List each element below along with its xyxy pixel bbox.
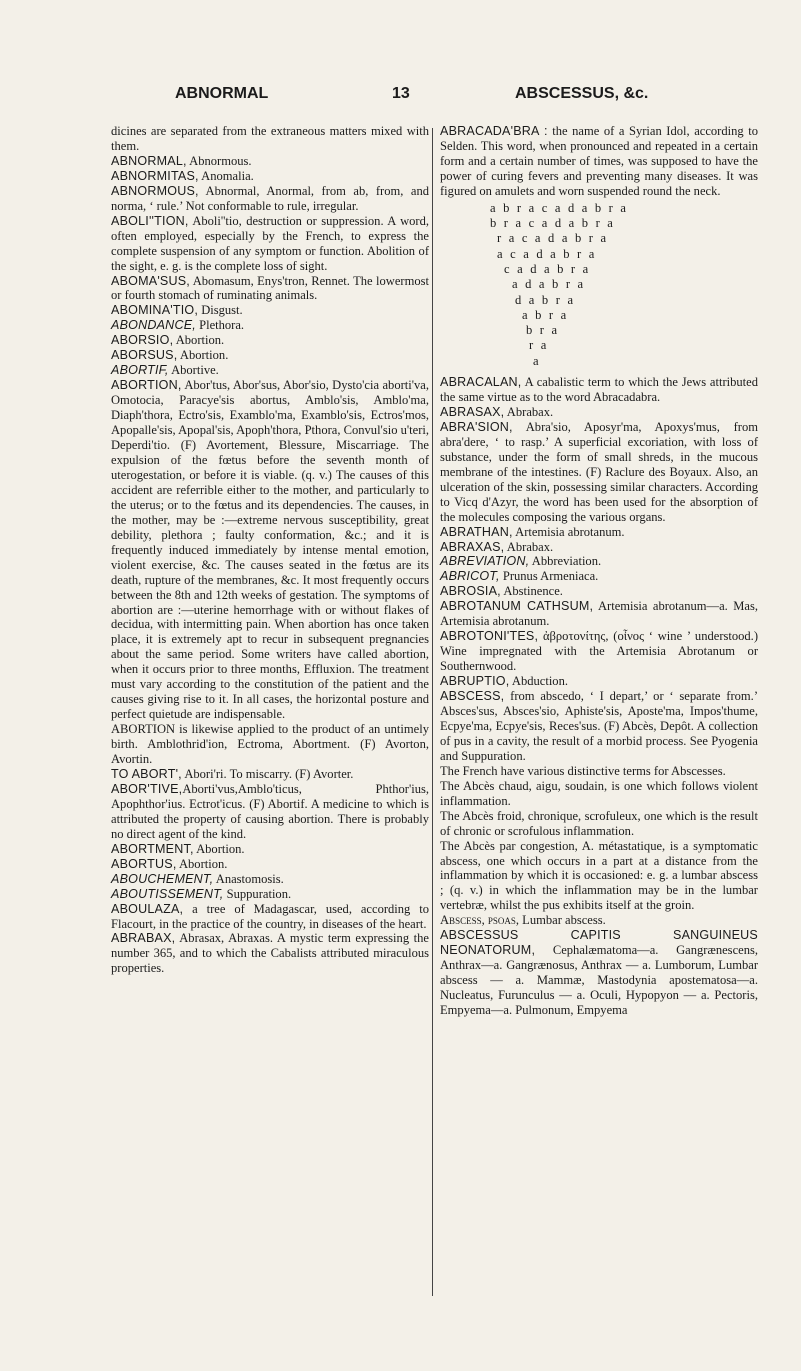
entry: ABORTION is likewise applied to the product of an untimely birth. Amblothrid'ion, Ectroma, Abortment. (F) Avorton, Avortin. — [111, 722, 429, 767]
entry: ABNORMAL, Abnormous. — [111, 153, 252, 168]
abracadabra-line: a d a b r a — [512, 277, 586, 292]
entry: TO ABORT', Abori'ri. To miscarry. (F) Avorter. — [111, 766, 354, 781]
entry: ABROTONI'TES, ἀβροτονίτης, (οἶνος ‘ wine ’ understood.) Wine impregnated with the Artemisia Abrotanum or Southernwood. — [440, 629, 758, 674]
running-header — [0, 85, 801, 111]
abracadabra-line: b r a — [526, 323, 560, 338]
right-column — [440, 124, 758, 1018]
entry: ABOR'TIVE,Aborti'vus,Amblo'ticus, Phthor'ius, Apophthor'ius. Ectrot'icus. (F) Abortif. A medicine to which is attributed the property of causing abortion. There is probably no direct agent of the kind. — [111, 781, 429, 841]
entry: ABOMINA'TIO, Disgust. — [111, 303, 243, 318]
entry: ABRA'SION, Abra'sio, Aposyr'ma, Apoxys'mus, from abra'dere, ‘ to rasp.’ A superficial excoriation, with loss of substance, under the form of small shreds, in the mucous membrane of the intestines. (F) Raclure des Boyaux. Also, an ulceration of the skin, possessing similar characters. According to Vicq d'Azyr, the word has been used for the absorption of the molecules composing the various organs. — [440, 419, 758, 524]
entry: ABNORMOUS, Abnormal, Anormal, from ab, from, and norma, ‘ rule.’ Not conformable to rule, irregular. — [111, 183, 429, 213]
entry: ABORTUS, Abortion. — [111, 856, 228, 871]
entry: ABOUTISSEMENT, Suppuration. — [111, 886, 292, 901]
abracadabra-line: d a b r a — [515, 292, 576, 307]
header-left-word: ABNORMAL — [175, 85, 269, 102]
entry: ABORTION, Abor'tus, Abor'sus, Abor'sio, Dysto'cia aborti'va, Omotocia, Paracye'sis abortus, Amblo'sis, Amblo'ma, Diaph'thora, Ectro'sis, Examblo'ma, Examblo'sis, Ectros'mos, Apopalle'sis, Apopal'sis, Apoph'thora, Pthora, Convul'sio u'teri, Deperdi'tio. (F) Avortement, Blessure, Miscarriage. The expulsion of the fœtus before the seventh month of uterogestation, or before it is viable. (q. v.) The causes of this accident are referrible either to the mother, and particularly to the uterus; or to the fœtus and its dependencies. The causes, in the mother, may be :—extreme nervous susceptibility, great debility, plethora ; faulty conformation, &c.; and it is frequently induced immediately by intense mental emotion, violent exercise, &c. The causes seated in the fœtus are its death, rupture of the membranes, &c. It most frequently occurs between the 8th and 12th weeks of gestation. The symptoms of abortion are :—uterine hemorrhage with or without flakes of decidua, with intermitting pain. When abortion has once taken place, it is extremely apt to recur in subsequent pregnancies about the same period. Some writers have called abortion, when it occurs prior to three months, Effluxion. The treatment must vary according to the constitution of the patient and the causes giving rise to it. In all cases, the horizontal posture and perfect quietude are indispensable. — [111, 378, 429, 722]
entry: ABRABAX, Abrasax, Abraxas. A mystic term expressing the number 365, and to which the Cabalists attributed miraculous properties. — [111, 931, 429, 976]
abracadabra-line: r a — [529, 338, 549, 353]
abracadabra-line: c a d a b r a — [504, 261, 591, 276]
entry: ABSCESS, from abscedo, ‘ I depart,’ or ‘ separate from.’ Absces'sus, Absces'sio, Aphiste'sis, Aposte'ma, Impos'thume, Ecpye'ma, Ecpye'sis, Reces'sus. (F) Abcès, Depôt. A collection of pus in a cavity, the result of a morbid process. See Pyogenia and Suppuration. — [440, 689, 758, 763]
abracadabra-line: a b r a c a d a b r a — [490, 200, 629, 215]
entry: ABRUPTIO, Abduction. — [440, 674, 568, 689]
entry: ABORSIO, Abortion. — [111, 333, 225, 348]
entry: ABORTMENT, Abortion. — [111, 841, 245, 856]
header-right-word: ABSCESSUS, &c. — [515, 85, 649, 102]
entry: ABROSIA, Abstinence. — [440, 584, 563, 599]
entry: The Abcès par congestion, A. métastatique, is a symptomatic abscess, one which occurs in a part at a distance from the inflammation by which it is occasioned: e. g. a lumbar abscess ; (q. v.) in which the inflammation may be in the lumbar vertebræ, whilst the pus exhibits itself at the groin. — [440, 838, 758, 913]
abracadabra-line: r a c a d a b r a — [497, 231, 609, 246]
entry: ABOUCHEMENT, Anastomosis. — [111, 871, 284, 886]
entry: dicines are separated from the extraneous matters mixed with them. — [111, 124, 429, 153]
entry: ABRATHAN, Artemisia abrotanum. — [440, 524, 625, 539]
entry: ABOMA'SUS, Abomasum, Enys'tron, Rennet. The lowermost or fourth stomach of ruminating animals. — [111, 273, 429, 303]
entry: ABSCESSUS CAPITIS SANGUINEUS NEONATORUM, Cephalæmatoma—a. Gangrænescens, Anthrax—a. Gangrænosus, Anthrax — a. Lumborum, Lumbar abscess — a. Mammæ, Mastodynia apostematosa—a. Nucleatus, Furunculus — a. Oculi, Hypopyon — a. Pectoris, Empyema—a. Pulmonum, Empyema — [440, 928, 758, 1018]
entry: ABOULAZA, a tree of Madagascar, used, according to Flacourt, in the practice of the country, in diseases of the heart. — [111, 901, 429, 931]
abracadabra-triangle — [440, 201, 758, 369]
entry: ABRICOT, Prunus Armeniaca. — [440, 569, 599, 584]
entry: ABRACADA'BRA : the name of a Syrian Idol, according to Selden. This word, when pronounced and repeated in a certain form and a certain number of times, was supposed to have the power of curing fevers and preventing many diseases. It was figured on amulets and worn suspended round the neck. — [440, 124, 758, 198]
abracadabra-line: a b r a — [522, 307, 569, 322]
entry: ABORSUS, Abortion. — [111, 348, 229, 363]
entry: ABRACALAN, A cabalistic term to which the Jews attributed the same virtue as to the word Abracadabra. — [440, 375, 758, 404]
entry: ABREVIATION, Abbreviation. — [440, 554, 602, 569]
entry: ABRASAX, Abrabax. — [440, 404, 554, 419]
column-divider — [432, 128, 433, 1296]
entry: ABNORMITAS, Anomalia. — [111, 168, 254, 183]
entry: The Abcès chaud, aigu, soudain, is one which follows violent inflammation. — [440, 778, 758, 808]
entry: ABOLI''TION, Aboli''tio, destruction or suppression. A word, often employed, especially by the French, to express the complete suspension of any symptom or function. Abolition of the sight, e. g. is the complete loss of sight. — [111, 213, 429, 273]
entry: Abscess, psoas, Lumbar abscess. — [440, 913, 606, 928]
entry: ABROTANUM CATHSUM, Artemisia abrotanum—a. Mas, Artemisia abrotanum. — [440, 599, 758, 629]
entry: ABONDANCE, Plethora. — [111, 318, 245, 333]
abracadabra-line: a — [533, 353, 541, 368]
entry: The French have various distinctive terms for Abscesses. — [440, 763, 726, 778]
entry: The Abcès froid, chronique, scrofuleux, one which is the result of chronic or scrofulous inflammation. — [440, 808, 758, 838]
entry: ABORTIF, Abortive. — [111, 363, 219, 378]
abracadabra-line: a c a d a b r a — [497, 246, 597, 261]
page-number: 13 — [392, 85, 410, 102]
entry: ABRAXAS, Abrabax. — [440, 539, 554, 554]
left-column — [111, 124, 429, 976]
abracadabra-line: b r a c a d a b r a — [490, 216, 616, 231]
